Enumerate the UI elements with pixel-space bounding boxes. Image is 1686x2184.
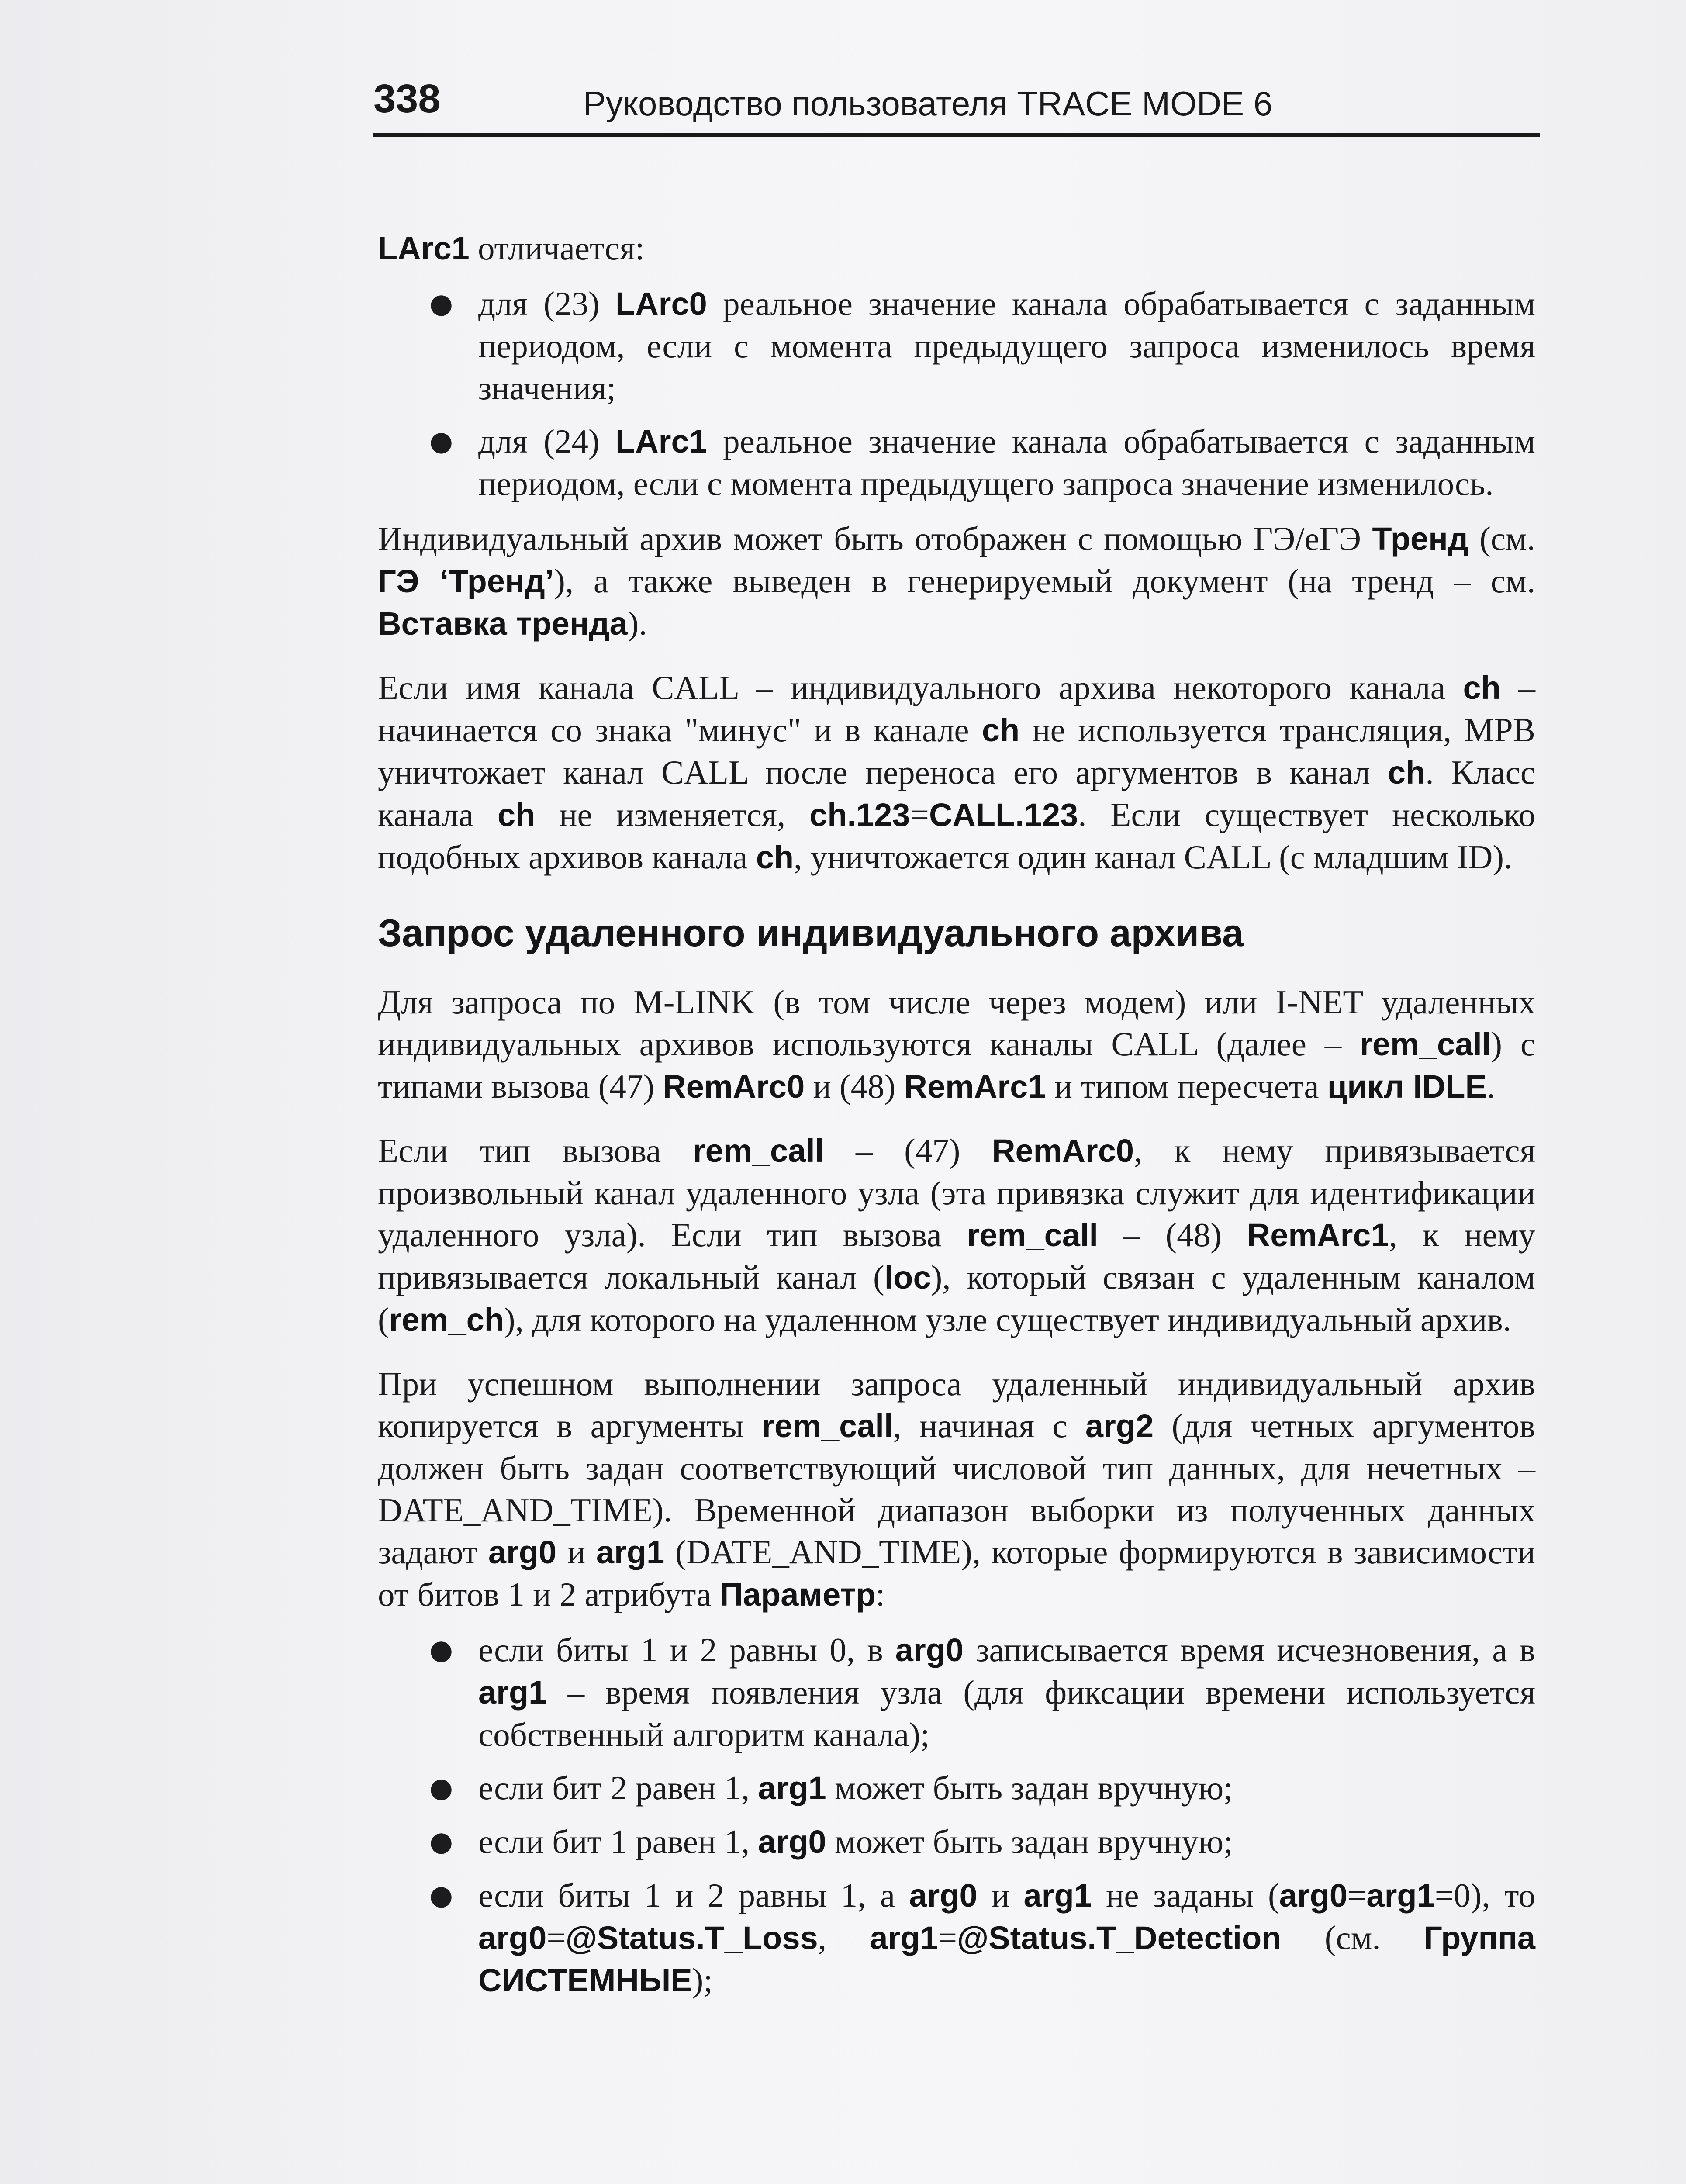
running-title: Руководство пользователя TRACE MODE 6 bbox=[583, 84, 1273, 123]
list-item: ● если бит 1 равен 1, arg0 может быть задан вручную; bbox=[378, 1821, 1535, 1863]
term-larc1: LArc1 bbox=[378, 230, 470, 266]
larc-difference-list bbox=[378, 283, 1535, 505]
request-paragraph: Для запроса по M-LINK (в том числе через модем) или I-NET удаленных индивидуальных архивов используются каналы CALL (далее – rem_call) с типами вызова (47) RemArc0 и (48) RemArc1 и типом пересчета цикл IDLE. bbox=[378, 983, 1535, 1105]
list-item: ● если биты 1 и 2 равны 0, в arg0 записывается время исчезновения, а в arg1 – время появления узла (для фиксации времени используется собственный алгоритм канала); bbox=[378, 1629, 1535, 1755]
call-channel-paragraph: Если имя канала CALL – индивидуального архива некоторого канала ch – начинается со знака "минус" и в канале ch не используется трансляция, МРВ уничтожает канал CALL после переноса его аргументов в канал ch. Класс канала ch не изменяется, ch.123=CALL.123. Если существует несколько подобных архивов канала ch, уничтожается один канал CALL (с младшим ID). bbox=[378, 669, 1536, 876]
page-number: 338 bbox=[373, 76, 441, 121]
bullet-icon: ● bbox=[429, 287, 453, 319]
bullet-icon: ● bbox=[429, 425, 453, 457]
call-type-paragraph: Если тип вызова rem_call – (47) RemArc0, к нему привязывается произвольный канал удаленного узла (эта привязка служит для идентификации удаленного узла). Если тип вызова rem_call – (48) RemArc1, к нему привязывается локальный канал (loc), который связан с удаленным каналом (rem_ch), для которого на удаленном узле существует индивидуальный архив. bbox=[378, 1132, 1535, 1338]
page-content bbox=[378, 227, 1535, 2001]
success-paragraph: При успешном выполнении запроса удаленный индивидуальный архив копируется в аргументы rem_call, начиная с arg2 (для четных аргументов должен быть задан соответствующий числовой тип данных, для нечетных – DATE_AND_TIME). Временной диапазон выборки из полученных данных задают arg0 и arg1 (DATE_AND_TIME), которые формируются в зависимости от битов 1 и 2 атрибута Параметр: bbox=[378, 1365, 1535, 1613]
display-paragraph: Индивидуальный архив может быть отображен с помощью ГЭ/еГЭ Тренд (см. ГЭ ‘Тренд’), а также выведен в генерируемый документ (на тренд – см. Вставка тренда). bbox=[378, 520, 1536, 642]
list-item: ● для (23) LArc0 реальное значение канала обрабатывается с заданным периодом, если с момента предыдущего запроса изменилось время значения; bbox=[378, 283, 1535, 409]
list-item: ● если биты 1 и 2 равны 1, а arg0 и arg1 не заданы (arg0=arg1=0), то arg0=@Status.T_Loss, arg1=@Status.T_Detection (см. Группа СИСТЕМНЫЕ); bbox=[378, 1874, 1535, 2001]
list-item: ● для (24) LArc1 реальное значение канала обрабатывается с заданным периодом, если с момента предыдущего запроса значение изменилось. bbox=[378, 420, 1535, 505]
bits-list bbox=[378, 1629, 1535, 2001]
bullet-icon: ● bbox=[429, 1634, 453, 1666]
section-heading: Запрос удаленного индивидуального архива bbox=[378, 911, 1244, 954]
list-item: ● если бит 2 равен 1, arg1 может быть задан вручную; bbox=[378, 1767, 1535, 1809]
bullet-icon: ● bbox=[429, 1825, 453, 1857]
intro-paragraph: LArc1 отличается: bbox=[378, 229, 645, 267]
page-header bbox=[373, 74, 1540, 137]
bullet-icon: ● bbox=[429, 1772, 453, 1804]
bullet-icon: ● bbox=[429, 1879, 453, 1911]
